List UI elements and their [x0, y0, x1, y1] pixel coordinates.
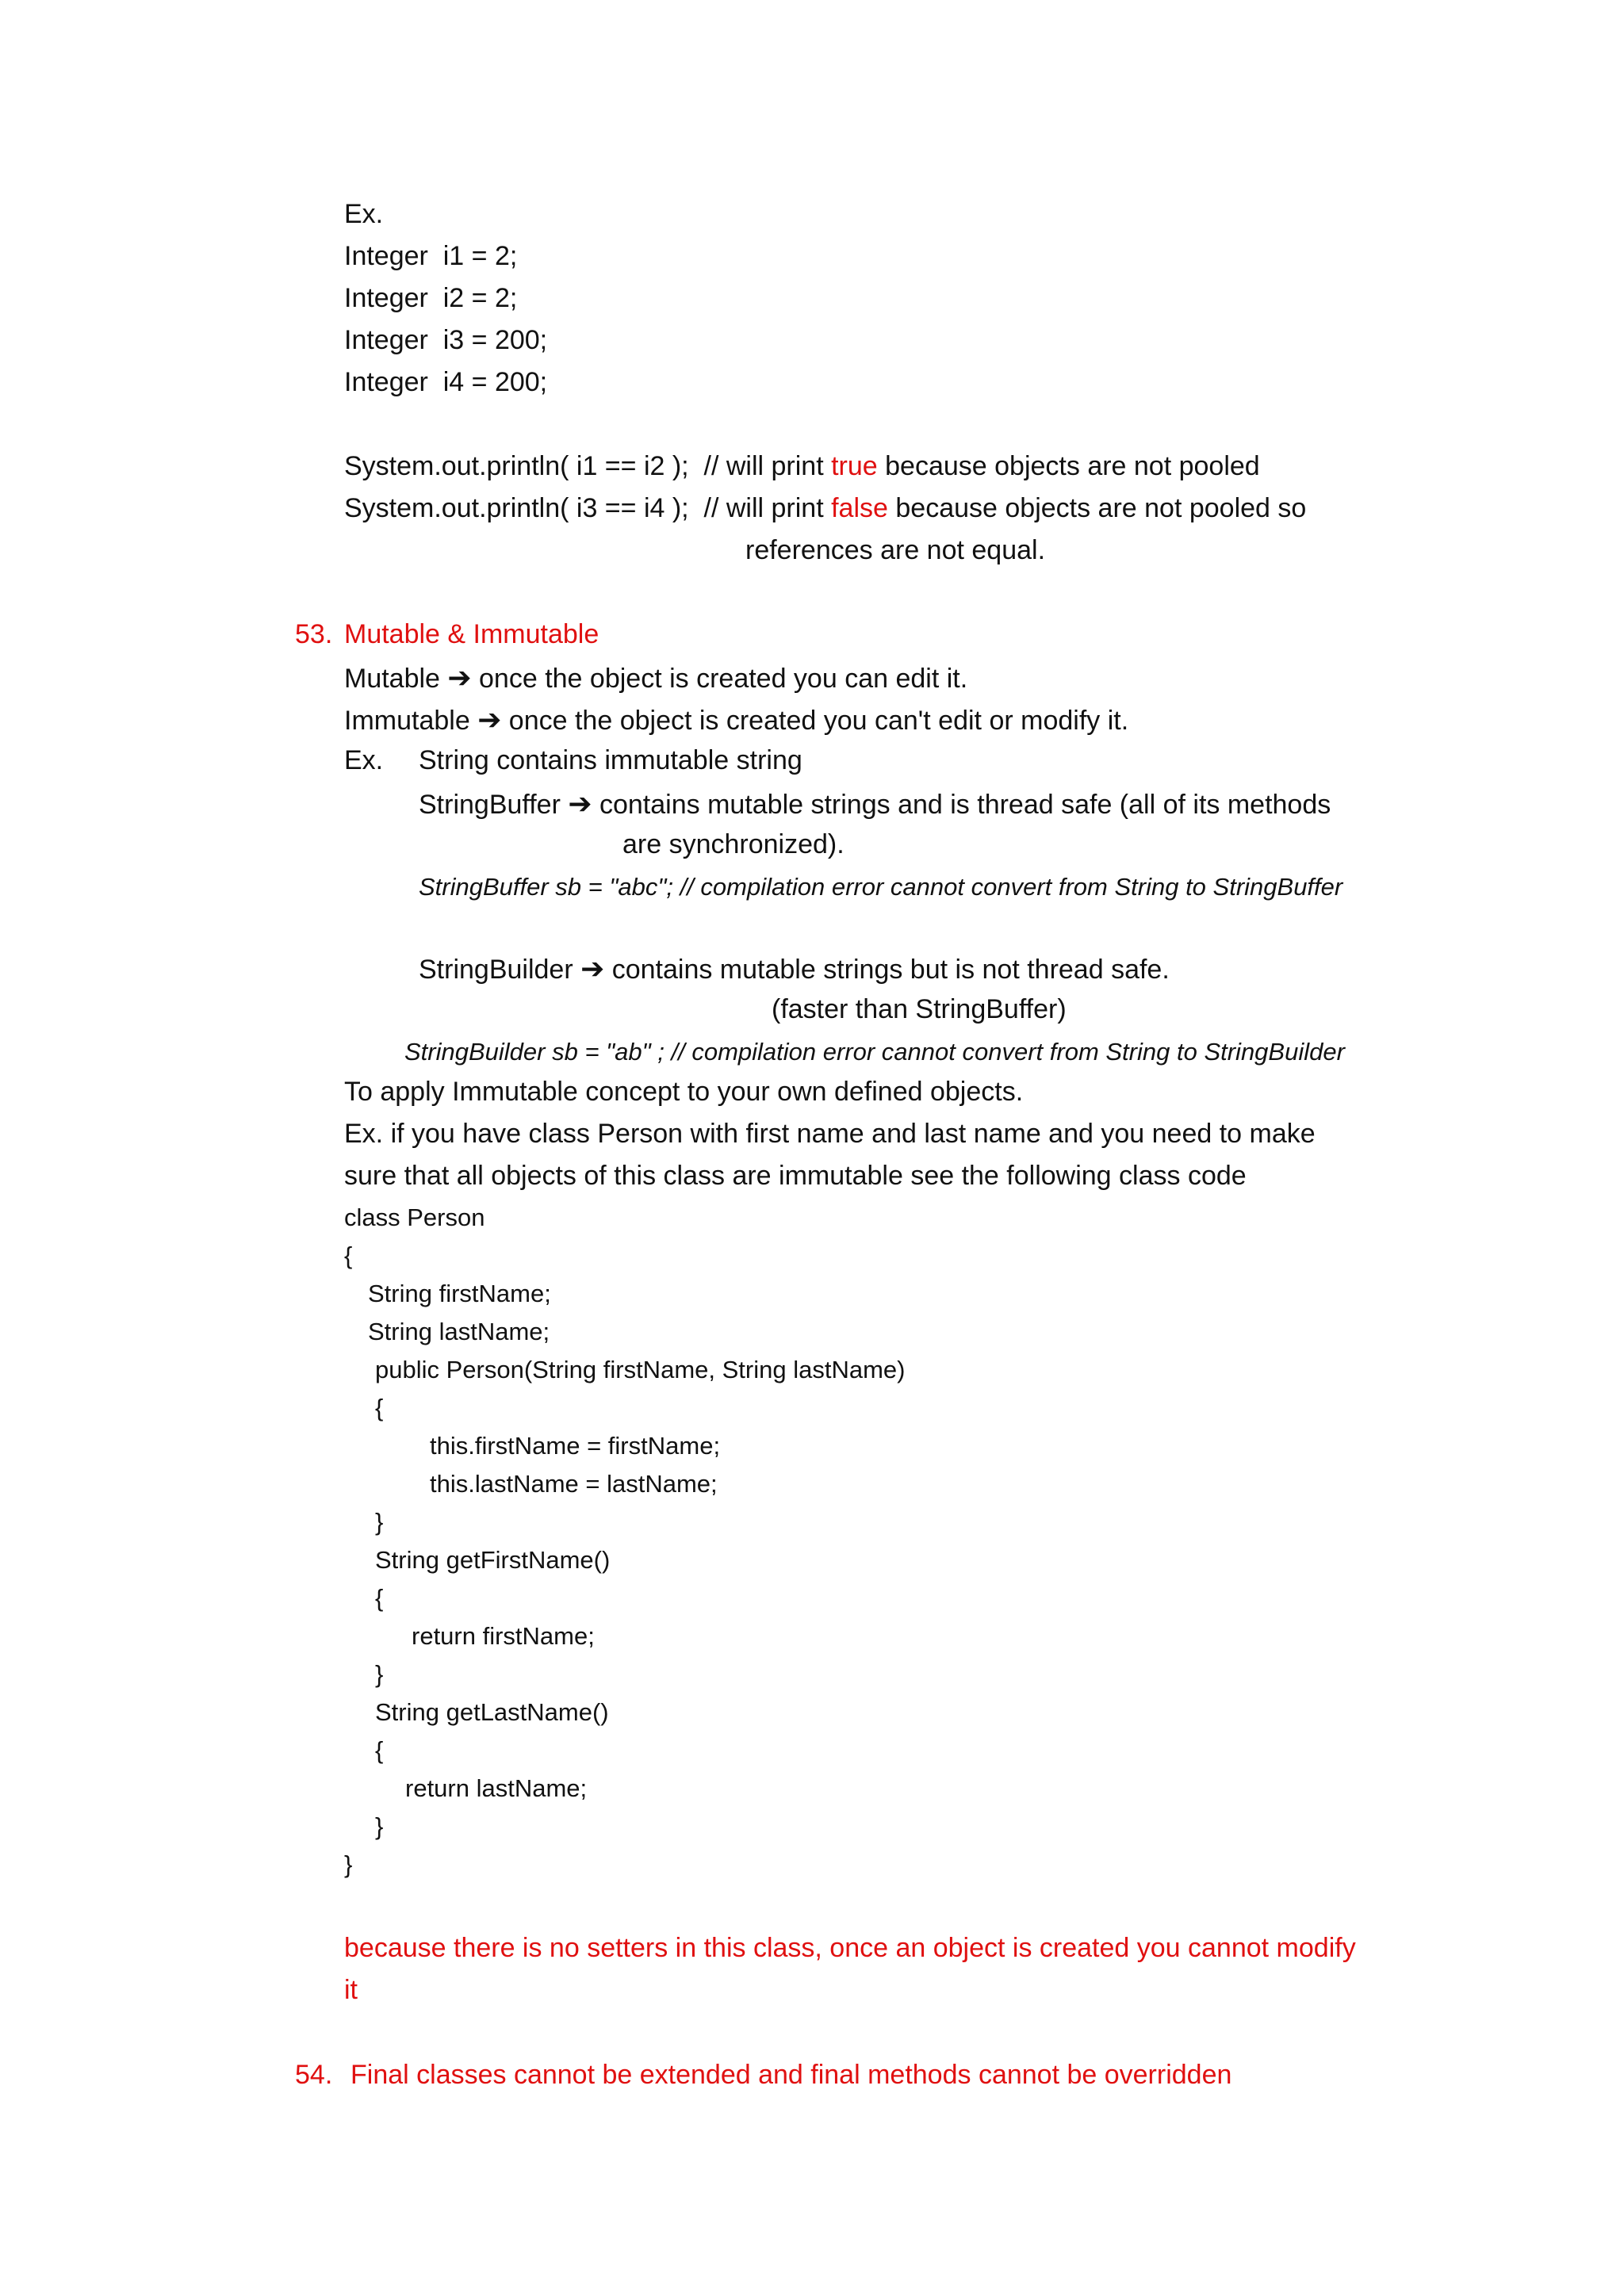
ex-label-53: Ex.	[344, 745, 384, 775]
code-line: return lastName;	[405, 1774, 588, 1802]
code-line: class Person	[344, 1203, 485, 1231]
print-line-1-value: true	[831, 451, 878, 481]
code-line: }	[375, 1508, 384, 1536]
section-54-title: Final classes cannot be extended and final methods cannot be overridden	[350, 2060, 1232, 2090]
mutable-def: once the object is created you can edit it.	[471, 664, 968, 694]
code-line: this.firstName = firstName;	[430, 1432, 721, 1460]
print-line-2-post: because objects are not pooled so	[887, 493, 1307, 523]
stringbuilder-definition	[419, 951, 1170, 986]
code-line: String getLastName()	[375, 1698, 609, 1726]
print-line-2	[344, 492, 1306, 525]
code-line: return firstName;	[412, 1622, 595, 1650]
code-line: }	[344, 1850, 353, 1878]
code-line: {	[375, 1736, 384, 1764]
code-decl-i4: Integer i4 = 200;	[344, 367, 548, 397]
note-line-2: it	[344, 1975, 358, 2005]
arrow-right-icon: ➔	[477, 703, 502, 736]
section-53-number: 53.	[295, 619, 333, 649]
print-line-2-continuation: references are not equal.	[745, 535, 1046, 565]
stringbuffer-def: contains mutable strings and is thread safe (all of its methods	[592, 790, 1331, 820]
code-line: }	[375, 1660, 384, 1688]
code-line: this.lastName = lastName;	[430, 1470, 718, 1498]
stringbuffer-continuation: are synchronized).	[622, 829, 845, 859]
example-line-1: Ex. if you have class Person with first name and last name and you need to make	[344, 1119, 1316, 1149]
arrow-right-icon: ➔	[580, 952, 605, 985]
ex-label: Ex.	[344, 199, 384, 229]
code-line: String firstName;	[368, 1280, 551, 1307]
example-line-2: sure that all objects of this class are immutable see the following class code	[344, 1161, 1247, 1191]
stringbuilder-term: StringBuilder	[419, 955, 581, 985]
code-line: {	[344, 1242, 353, 1269]
stringbuffer-code-example: StringBuffer sb = "abc"; // compilation error cannot convert from String to StringBuffer	[419, 873, 1343, 901]
code-line: String getFirstName()	[375, 1546, 611, 1574]
stringbuilder-continuation: (faster than StringBuffer)	[772, 994, 1067, 1024]
stringbuilder-code-example: StringBuilder sb = "ab" ; // compilation error cannot convert from String to StringBuilder	[404, 1038, 1345, 1066]
code-line: }	[375, 1812, 384, 1840]
code-line: public Person(String firstName, String lastName)	[375, 1356, 906, 1383]
stringbuilder-def: contains mutable strings but is not thread safe.	[604, 955, 1170, 985]
stringbuffer-term: StringBuffer	[419, 790, 569, 820]
code-decl-i3: Integer i3 = 200;	[344, 325, 548, 355]
apply-immutable-line: To apply Immutable concept to your own defined objects.	[344, 1077, 1024, 1107]
code-line: {	[375, 1584, 384, 1612]
code-decl-i2: Integer i2 = 2;	[344, 283, 518, 313]
print-line-2-pre: System.out.println( i3 == i4 ); // will print	[344, 493, 832, 523]
code-line: {	[375, 1394, 384, 1422]
print-line-2-value: false	[831, 493, 888, 523]
print-line-1	[344, 450, 1260, 483]
arrow-right-icon: ➔	[447, 661, 472, 694]
print-line-1-post: because objects are not pooled	[877, 451, 1260, 481]
stringbuffer-definition	[419, 786, 1331, 821]
mutable-term: Mutable	[344, 664, 448, 694]
immutable-def: once the object is created you can't edit or modify it.	[501, 706, 1129, 736]
immutable-definition	[344, 702, 1128, 737]
string-line: String contains immutable string	[419, 745, 802, 775]
arrow-right-icon: ➔	[568, 787, 592, 820]
note-line-1: because there is no setters in this class, once an object is created you cannot modify	[344, 1933, 1356, 1963]
section-53-title: Mutable & Immutable	[344, 619, 599, 649]
code-decl-i1: Integer i1 = 2;	[344, 241, 518, 271]
code-line: String lastName;	[368, 1318, 550, 1345]
print-line-1-pre: System.out.println( i1 == i2 ); // will print	[344, 451, 832, 481]
mutable-definition	[344, 660, 967, 695]
immutable-term: Immutable	[344, 706, 478, 736]
section-54-number: 54.	[295, 2060, 333, 2090]
